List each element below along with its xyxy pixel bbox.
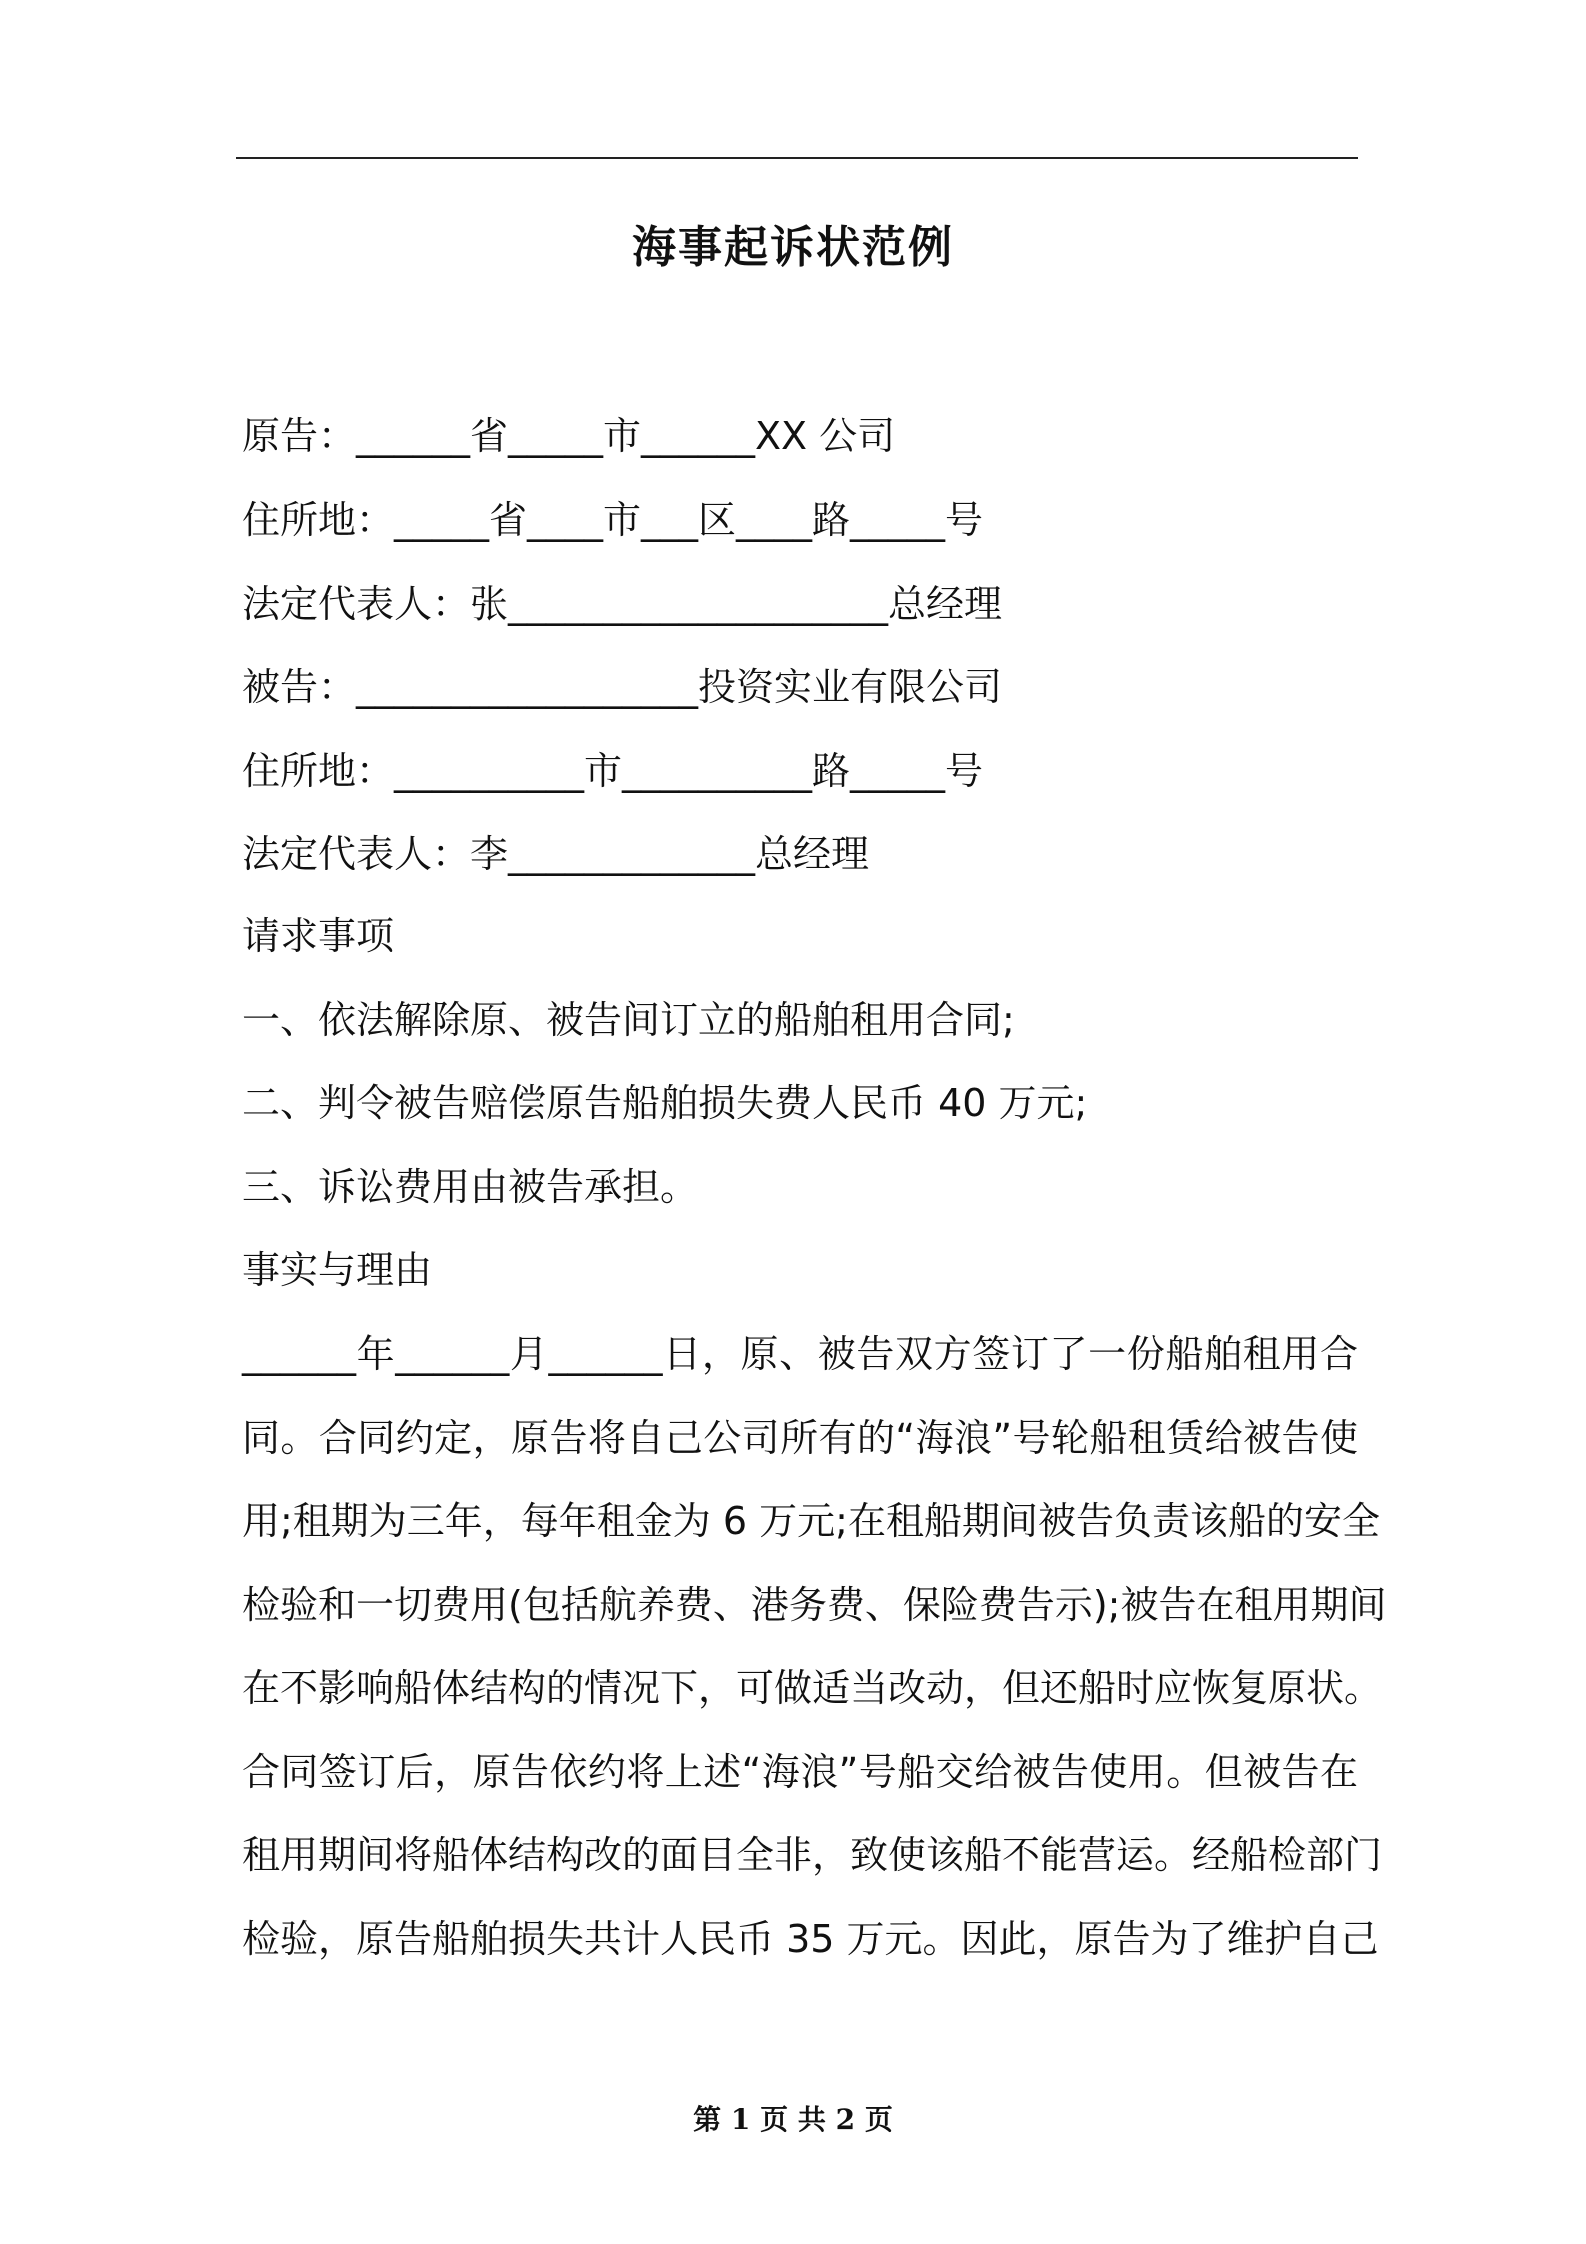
claims-heading: 请求事项 xyxy=(242,914,395,958)
claim-item: 二、判令被告赔偿原告船舶损失费人民币 40 万元; xyxy=(242,1081,1088,1125)
claim-item: 三、诉讼费用由被告承担。 xyxy=(242,1165,699,1209)
document-title: 海事起诉状范例 xyxy=(632,222,954,273)
facts-text-line: 检验和一切费用(包括航养费、港务费、保险费告示);被告在租用期间 xyxy=(242,1583,1387,1627)
facts-heading: 事实与理由 xyxy=(242,1248,433,1292)
facts-text-line: 同。合同约定，原告将自己公司所有的“海浪”号轮船租赁给被告使 xyxy=(242,1416,1358,1460)
page-number-footer: 第 1 页 共 2 页 xyxy=(693,2103,893,2136)
plaintiff-representative-line: 法定代表人：张____________________总经理 xyxy=(242,582,1003,626)
plaintiff-address-line: 住所地：_____省____市___区____路_____号 xyxy=(242,498,984,542)
facts-text-line: 检验，原告船舶损失共计人民币 35 万元。因此，原告为了维护自己 xyxy=(242,1917,1379,1961)
plaintiff-line: 原告：______省_____市______XX 公司 xyxy=(242,414,896,458)
facts-text-line: ______年______月______日，原、被告双方签订了一份船舶租用合 xyxy=(242,1332,1358,1376)
defendant-representative-line: 法定代表人：李_____________总经理 xyxy=(242,832,870,876)
facts-text-line: 在不影响船体结构的情况下，可做适当改动，但还船时应恢复原状。 xyxy=(242,1666,1383,1710)
defendant-address-line: 住所地：__________市__________路_____号 xyxy=(242,749,984,793)
facts-text-line: 租用期间将船体结构改的面目全非，致使该船不能营运。经船检部门 xyxy=(242,1833,1383,1877)
defendant-line: 被告：__________________投资实业有限公司 xyxy=(242,665,1003,709)
facts-text-line: 用;租期为三年，每年租金为 6 万元;在租船期间被告负责该船的安全 xyxy=(242,1499,1380,1543)
header-rule xyxy=(236,157,1358,159)
facts-text-line: 合同签订后，原告依约将上述“海浪”号船交给被告使用。但被告在 xyxy=(242,1750,1358,1794)
claim-item: 一、依法解除原、被告间订立的船舶租用合同; xyxy=(242,998,1015,1042)
